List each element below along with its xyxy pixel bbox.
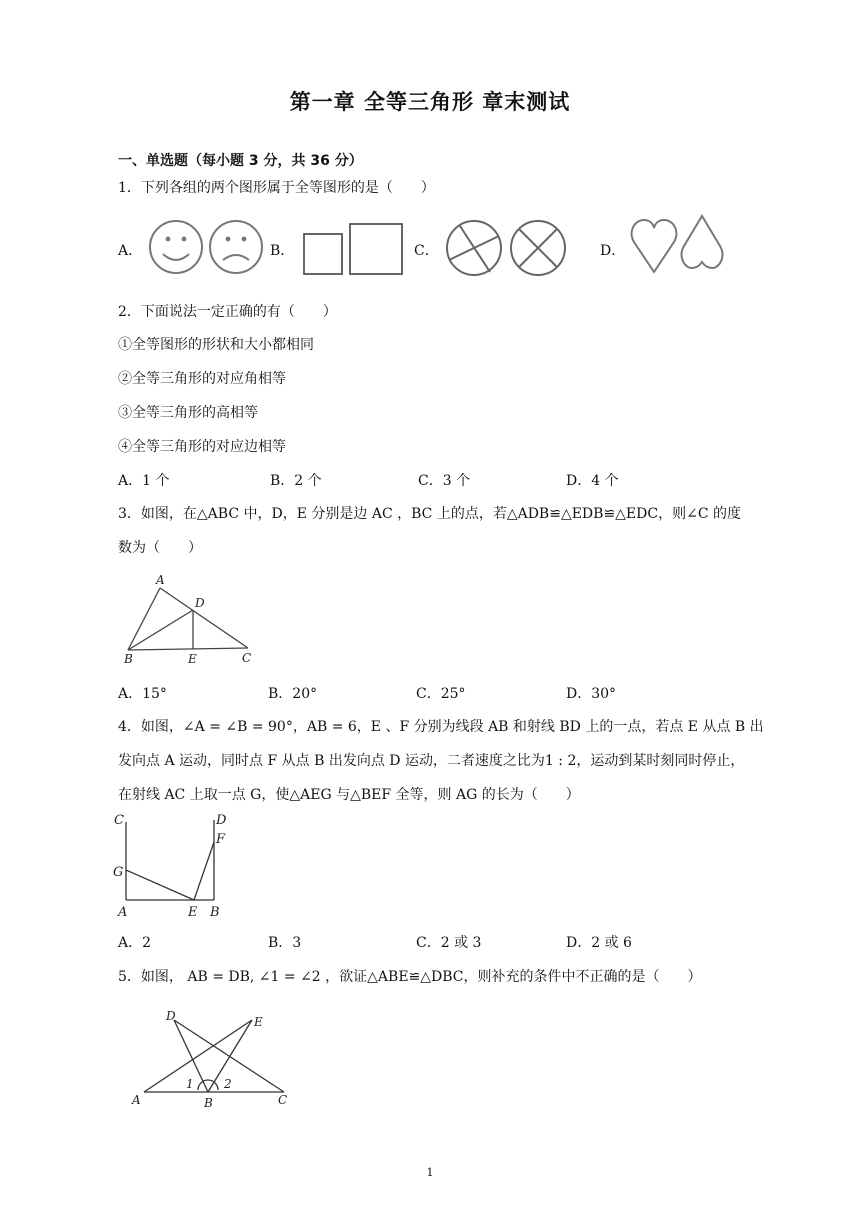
q4-option-d: D．2 或 6 xyxy=(566,935,632,951)
q4-option-a: A．2 xyxy=(118,935,152,951)
q5-label-angle-2: 2 xyxy=(224,1077,232,1091)
page-title: 第一章 全等三角形 章末测试 xyxy=(289,90,571,114)
q4-label-b: B xyxy=(210,905,220,920)
q2-statement-1: ①全等图形的形状和大小都相同 xyxy=(118,337,314,353)
q4-option-b: B．3 xyxy=(268,935,302,951)
section-heading: 一、单选题（每小题 3 分，共 36 分） xyxy=(118,153,363,169)
q3-stem-line1: 3．如图，在△ABC 中，D，E 分别是边 AC ，BC 上的点，若△ADB≌△EDB≌△EDC，则∠C 的度 xyxy=(118,506,741,522)
q5-label-d: D xyxy=(166,1009,176,1023)
q2-statement-4: ④全等三角形的对应边相等 xyxy=(118,439,286,455)
q4-label-e: E xyxy=(188,905,198,920)
q4-label-f: F xyxy=(216,832,226,847)
q4-stem-line3: 在射线 AC 上取一点 G，使△AEG 与△BEF 全等，则 AG 的长为（ ） xyxy=(118,787,580,803)
q1-option-c-label: C． xyxy=(414,243,439,259)
q4-stem-line1: 4．如图，∠A = ∠B = 90°，AB = 6，E 、F 分别为线段 AB 和射线 BD 上的一点，若点 E 从点 B 出 xyxy=(118,719,764,735)
q5-label-b: B xyxy=(204,1096,213,1110)
q1-option-a-label: A． xyxy=(118,243,143,259)
q2-statement-3: ③全等三角形的高相等 xyxy=(118,405,258,421)
q1-option-b-label: B． xyxy=(270,243,295,259)
q2-option-a: A．1 个 xyxy=(118,473,170,489)
q4-label-g: G xyxy=(113,865,124,880)
q3-option-b: B．20° xyxy=(268,686,318,702)
q3-triangle-figure xyxy=(118,570,258,670)
q3-label-a: A xyxy=(156,573,165,587)
q1-option-c-figure xyxy=(444,218,568,278)
q4-option-c: C．2 或 3 xyxy=(416,935,482,951)
page-number: 1 xyxy=(426,1166,434,1179)
q3-label-c: C xyxy=(242,651,252,665)
q3-option-c: C．25° xyxy=(416,686,466,702)
q3-option-a: A．15° xyxy=(118,686,167,702)
q4-figure xyxy=(112,808,252,920)
q5-label-angle-1: 1 xyxy=(186,1077,194,1091)
q2-statement-2: ②全等三角形的对应角相等 xyxy=(118,371,286,387)
q1-option-d-figure xyxy=(630,212,726,278)
q5-figure xyxy=(128,1006,298,1110)
q2-stem: 2．下面说法一定正确的有（ ） xyxy=(118,304,337,320)
q4-label-a: A xyxy=(118,905,128,920)
q4-label-c: C xyxy=(114,813,124,828)
q1-option-a-figure xyxy=(148,218,266,276)
q2-option-d: D．4 个 xyxy=(566,473,619,489)
q3-label-e: E xyxy=(188,652,197,666)
q3-label-b: B xyxy=(124,652,133,666)
q1-option-b-figure xyxy=(302,222,406,276)
q5-label-e: E xyxy=(254,1015,263,1029)
q3-label-d: D xyxy=(195,596,205,610)
q3-stem-line2: 数为（ ） xyxy=(118,540,202,556)
q2-option-b: B．2 个 xyxy=(270,473,322,489)
q5-label-c: C xyxy=(278,1093,288,1107)
q4-label-d: D xyxy=(216,813,227,828)
q1-stem: 1．下列各组的两个图形属于全等图形的是（ ） xyxy=(118,180,435,196)
q5-stem: 5．如图， AB = DB, ∠1 = ∠2 ，欲证△ABE≌△DBC，则补充的条件中不正确的是（ ） xyxy=(118,969,702,985)
q3-option-d: D．30° xyxy=(566,686,617,702)
q5-label-a: A xyxy=(132,1093,141,1107)
q4-stem-line2: 发向点 A 运动，同时点 F 从点 B 出发向点 D 运动，二者速度之比为1 : 2，运动到某时刻同时停止， xyxy=(118,753,745,769)
q1-option-d-label: D． xyxy=(600,243,626,259)
q2-option-c: C．3 个 xyxy=(418,473,471,489)
